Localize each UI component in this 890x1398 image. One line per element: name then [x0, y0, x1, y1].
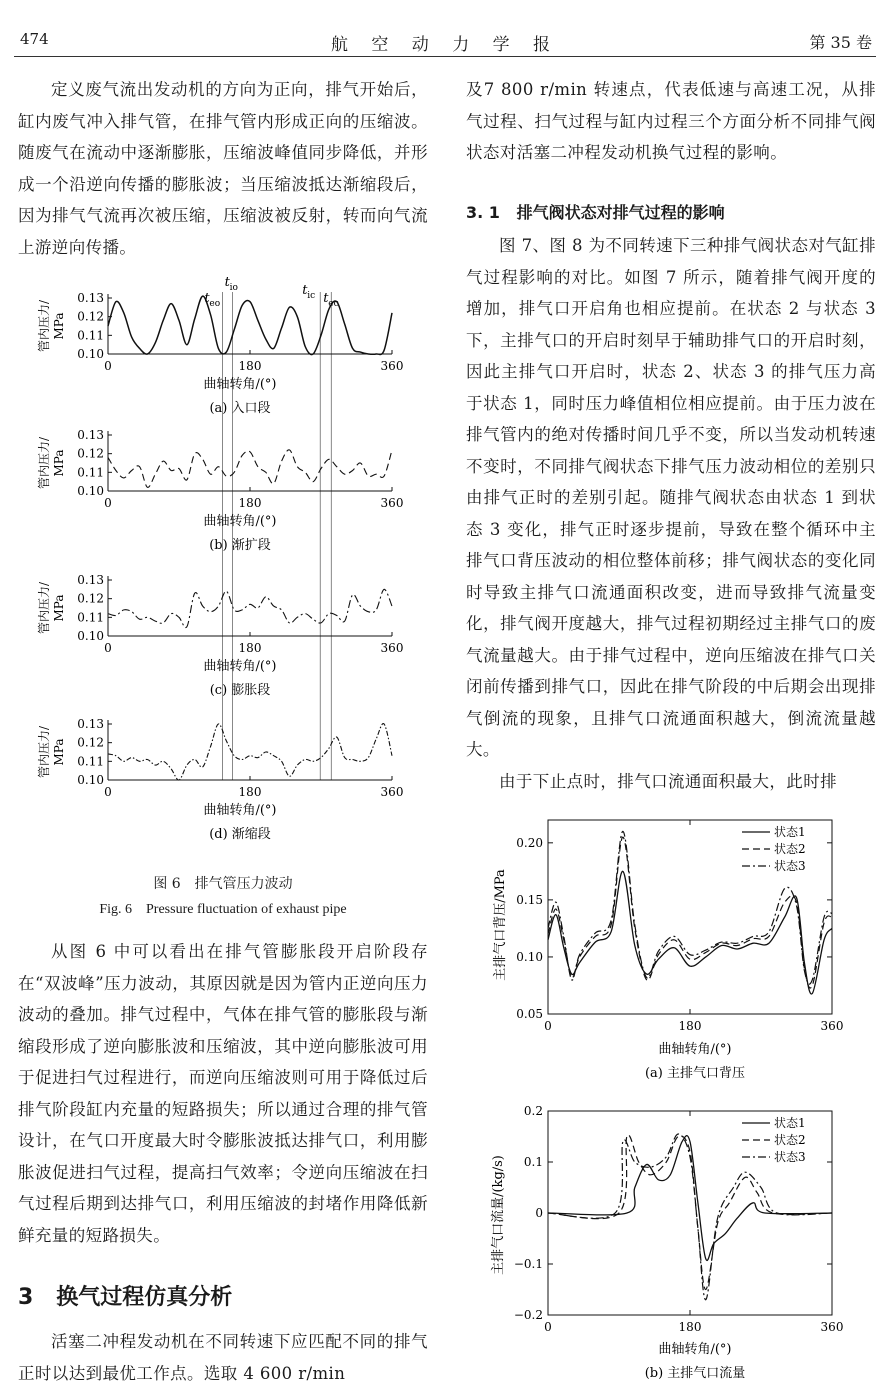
y-tick-label: 0.10: [77, 347, 104, 361]
x-tick-label: 360: [820, 1019, 844, 1033]
x-tick-label: 0: [544, 1320, 552, 1334]
left-column-bottom: [18, 936, 428, 1251]
subplot-label: (c) 膨胀段: [209, 683, 271, 698]
y-axis-label: 管内压力/: [37, 436, 51, 490]
y-axis-label: 管内压力/: [37, 299, 51, 353]
marker-tio: t: [224, 275, 230, 290]
marker-tic-sub: ic: [307, 291, 316, 301]
subplot-label: (b) 渐扩段: [209, 538, 271, 553]
pressure-curve-d: [108, 724, 392, 780]
subplot-label: (a) 入口段: [209, 401, 271, 416]
volume-label: 第 35 卷: [809, 33, 872, 52]
x-tick-label: 0: [544, 1019, 552, 1033]
y-tick-label: 0.13: [77, 573, 104, 587]
legend-label-2: 状态2: [774, 842, 806, 856]
figure-7b: [480, 1095, 860, 1390]
page-header: [14, 28, 876, 57]
x-tick-label: 180: [238, 359, 262, 373]
subplot-c: [36, 573, 403, 698]
x-tick-label: 360: [820, 1320, 844, 1334]
figure-7a-ylabel: 主排气口背压/MPa: [493, 869, 508, 981]
x-tick-label: 180: [678, 1019, 702, 1033]
x-tick-label: 360: [380, 641, 404, 655]
right-column-top: [466, 74, 876, 169]
y-tick-label: 0.11: [77, 754, 104, 769]
figure-6: [30, 272, 420, 862]
left-column-last: [18, 1326, 428, 1389]
figure-7a-sublabel: (a) 主排气口背压: [644, 1066, 746, 1081]
y-tick-label: 0.2: [523, 1104, 543, 1118]
x-tick-label: 0: [104, 785, 112, 799]
paragraph-section-3-intro: 活塞二冲程发动机在不同转速下应匹配不同的排气正时以达到最优工作点。选取 4 600 r/min: [18, 1332, 428, 1383]
y-tick-label: 0.11: [77, 465, 104, 480]
y-tick-label: 0.12: [77, 309, 104, 324]
x-axis-label: 曲轴转角/(°): [203, 514, 277, 529]
paragraph-double-peak: 从图 6 中可以看出在排气管膨胀段开启阶段存在“双波峰”压力波动，其原因就是因为管内正逆向压力波动的叠加。排气过程中，气体在排气管的膨胀段与渐缩段形成了逆向膨胀波和压缩波，其中逆向膨胀波可用于促进扫气过程进行，而逆向压缩波则可用于降低过后排气阶段缸内充量的短路损失；所以通过合理的排气管设计，在气口开度最大时令膨胀波抵达排气口，利用膨胀波促进扫气过程，提高扫气效率；令逆向压缩波在扫气过程后期到达排气口，利用压缩波的封堵作用降低新鲜充量的短路损失。: [18, 942, 428, 1245]
paragraph-wave-definition: 定义废气流出发动机的方向为正向，排气开始后，缸内废气冲入排气管，在排气管内形成正向的压缩波。随废气在流动中逐渐膨胀，压缩波峰值同步降低，并形成一个沿逆向传播的膨胀波；当压缩波抵达渐缩段后，因为排气气流再次被压缩，压缩波被反射，转而向气流上游逆向传播。: [18, 80, 428, 257]
pressure-curve-c: [108, 589, 392, 627]
legend-label-3: 状态3: [774, 1150, 806, 1164]
legend-label-3: 状态3: [774, 859, 806, 873]
figure-7a-xlabel: 曲轴转角/(°): [658, 1042, 732, 1057]
y-axis-label: 管内压力/: [37, 581, 51, 635]
y-tick-label: 0.05: [516, 1007, 543, 1021]
paragraph-exhaust-valve-effect: 图 7、图 8 为不同转速下三种排气阀状态对气缸排气过程影响的对比。如图 7 所示，随着排气阀开度的增加，排气口开启角也相应提前。在状态 2 与状态 3 下，主排气口的开启时刻早于辅助排气口的开启时刻，因此主排气口开启时，状态 2、状态 3 的排气压力高于状态 1，同时压力峰值相位相应提前。由于压力波在排气管内的绝对传播时间几乎不变，所以当发动机转速不变时，不同排气阀状态下排气压力波动相位的差别只由排气正时的差别引起。随排气阀状态由状态 1 到状态 3 变化，排气正时逐步提前，导致在整个循环中主排气口背压波动的相位整体前移；排气阀状态的变化同时导致主排气口流通面积改变，进而导致排气流量变化，排气阀开度越大，排气过程初期经过主排气口的废气流量越大。由于排气过程中，逆向压缩波在排气口关闭前传播到排气口，因此在排气阶段的中后期会出现排气倒流的现象，且排气口流通面积越大，倒流流量越大。: [466, 236, 876, 759]
y-tick-label: −0.2: [513, 1308, 543, 1322]
x-axis-label: 曲轴转角/(°): [203, 659, 277, 674]
subplot-label: (d) 渐缩段: [209, 827, 271, 842]
legend-label-2: 状态2: [774, 1133, 806, 1147]
x-axis-label: 曲轴转角/(°): [203, 377, 277, 392]
pressure-curve-a: [108, 296, 392, 354]
subplot-b: [36, 428, 403, 553]
y-tick-label: 0.10: [516, 949, 543, 964]
y-tick-label: 0.13: [77, 717, 104, 731]
y-axis-unit: MPa: [52, 738, 66, 766]
x-axis-label: 曲轴转角/(°): [203, 803, 277, 818]
section-3-number: 3: [18, 1285, 34, 1310]
marker-tio-sub: io: [229, 283, 238, 293]
legend-label-1: 状态1: [774, 825, 806, 839]
y-tick-label: 0.11: [77, 328, 104, 343]
section-3-1-heading: [466, 200, 876, 223]
figure-7b-xlabel: 曲轴转角/(°): [658, 1342, 732, 1357]
y-tick-label: 0: [535, 1206, 543, 1220]
y-tick-label: 0.11: [77, 610, 104, 625]
plot-area: [516, 820, 843, 1033]
y-axis-unit: MPa: [52, 312, 66, 340]
x-tick-label: 360: [380, 496, 404, 510]
figure-7b-sublabel: (b) 主排气口流量: [644, 1366, 746, 1381]
legend: [742, 824, 806, 873]
x-tick-label: 180: [238, 641, 262, 655]
figure-7b-ylabel: 主排气口流量/(kg/s): [491, 1155, 506, 1275]
marker-teo-sub: eo: [209, 299, 221, 309]
y-tick-label: 0.1: [523, 1155, 543, 1169]
legend-label-1: 状态1: [774, 1116, 806, 1130]
figure-6-caption: 图 6 排气管压力波动: [153, 876, 293, 892]
marker-teo: t: [204, 291, 210, 306]
marker-tec-sub: ec: [328, 299, 339, 309]
y-axis-label: 管内压力/: [37, 725, 51, 779]
x-tick-label: 180: [238, 785, 262, 799]
y-tick-label: 0.13: [77, 428, 104, 442]
section-3-title: 换气过程仿真分析: [56, 1285, 233, 1310]
y-tick-label: 0.12: [77, 735, 104, 750]
section-3-heading: [18, 1280, 428, 1311]
x-tick-label: 0: [104, 641, 112, 655]
section-3-1-number: 3. 1: [466, 203, 500, 222]
y-tick-label: 0.10: [77, 773, 104, 787]
y-tick-label: 0.12: [77, 446, 104, 461]
y-tick-label: 0.20: [516, 835, 543, 850]
subplot-d: [36, 717, 403, 842]
subplot-a: [36, 291, 403, 416]
right-column-body: [466, 230, 876, 797]
y-tick-label: 0.13: [77, 291, 104, 305]
y-tick-label: 0.15: [516, 892, 543, 907]
marker-tic: t: [302, 283, 308, 298]
pressure-curve-b: [108, 450, 392, 488]
paragraph-speed-points: 及7 800 r/min 转速点，代表低速与高速工况，从排气过程、扫气过程与缸内过程三个方面分析不同排气阀状态对活塞二冲程发动机换气过程的影响。: [466, 80, 876, 162]
journal-name: 航 空 动 力 学 报: [330, 35, 560, 55]
timing-markers: [204, 275, 338, 309]
page-number: 474: [20, 30, 49, 48]
figure-6-caption-en: Fig. 6 Pressure fluctuation of exhaust pipe: [99, 902, 347, 917]
y-axis-unit: MPa: [52, 449, 66, 477]
figure-6-subplots: [36, 291, 403, 842]
marker-tec: t: [323, 291, 329, 306]
left-column-top: [18, 74, 428, 263]
y-tick-label: 0.10: [77, 484, 104, 498]
y-tick-label: 0.12: [77, 591, 104, 606]
y-tick-label: 0.10: [77, 629, 104, 643]
x-tick-label: 360: [380, 359, 404, 373]
y-axis-unit: MPa: [52, 594, 66, 622]
y-tick-label: −0.1: [513, 1257, 543, 1271]
x-tick-label: 180: [238, 496, 262, 510]
figure-7a: [480, 800, 860, 1085]
series-line-1: [548, 871, 832, 994]
paragraph-bdc: 由于下止点时，排气口流通面积最大，此时排: [499, 771, 837, 791]
plot-area: [514, 1104, 844, 1334]
legend: [742, 1115, 806, 1164]
x-tick-label: 0: [104, 359, 112, 373]
x-tick-label: 180: [678, 1320, 702, 1334]
x-tick-label: 0: [104, 496, 112, 510]
x-tick-label: 360: [380, 785, 404, 799]
section-3-1-title: 排气阀状态对排气过程的影响: [516, 203, 725, 222]
